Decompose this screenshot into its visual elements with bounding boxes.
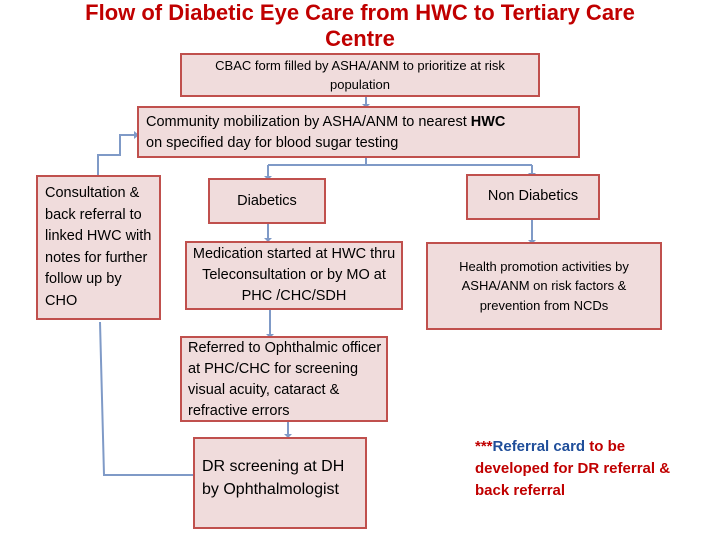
diabetics-label: Diabetics — [237, 192, 297, 209]
health-promotion-box — [426, 242, 662, 330]
medication-box — [185, 241, 403, 310]
title-line-2: Centre — [325, 26, 395, 51]
non-diabetics-box — [466, 174, 600, 220]
cbac-line-1: CBAC form filled by ASHA/ANM to prioritize at risk — [215, 58, 505, 73]
referred-text: Referred to Ophthalmic officer at PHC/CHC for screening visual acuity, cataract & refractive errors — [188, 340, 382, 419]
referred-box — [180, 336, 388, 422]
dr-screening-text: DR screening at DH by Ophthalmologist — [202, 458, 345, 498]
title-line-1: Flow of Diabetic Eye Care from HWC to Tertiary Care — [85, 0, 635, 25]
non-diabetics-label: Non Diabetics — [487, 188, 579, 204]
consultation-box — [36, 175, 161, 320]
note-rest: to be developed for DR referral & back referral — [475, 438, 671, 499]
community-line-2: on specified day for blood sugar testing — [146, 135, 399, 151]
dr-screening-box — [193, 437, 367, 529]
community-box — [137, 106, 580, 158]
diagram-title — [0, 0, 720, 52]
cbac-line-2: population — [329, 77, 390, 92]
community-line-1: Community mobilization by ASHA/ANM to nearest HWC — [146, 114, 506, 130]
cbac-box — [180, 53, 540, 97]
consultation-text: Consultation & back referral to linked HWC with notes for further follow up by CHO — [45, 185, 152, 309]
health-promotion-text: Health promotion activities by ASHA/ANM on risk factors & prevention from NCDs — [459, 258, 629, 313]
medication-text: Medication started at HWC thru Teleconsultation or by MO at PHC /CHC/SDH — [192, 246, 396, 304]
connector-consultation-community — [98, 135, 136, 175]
diabetics-box — [208, 178, 326, 224]
hwc-label: HWC — [470, 114, 506, 130]
note-prefix: *** — [475, 438, 493, 455]
note-highlight: Referral card — [492, 438, 586, 455]
referral-card-note — [475, 436, 695, 502]
